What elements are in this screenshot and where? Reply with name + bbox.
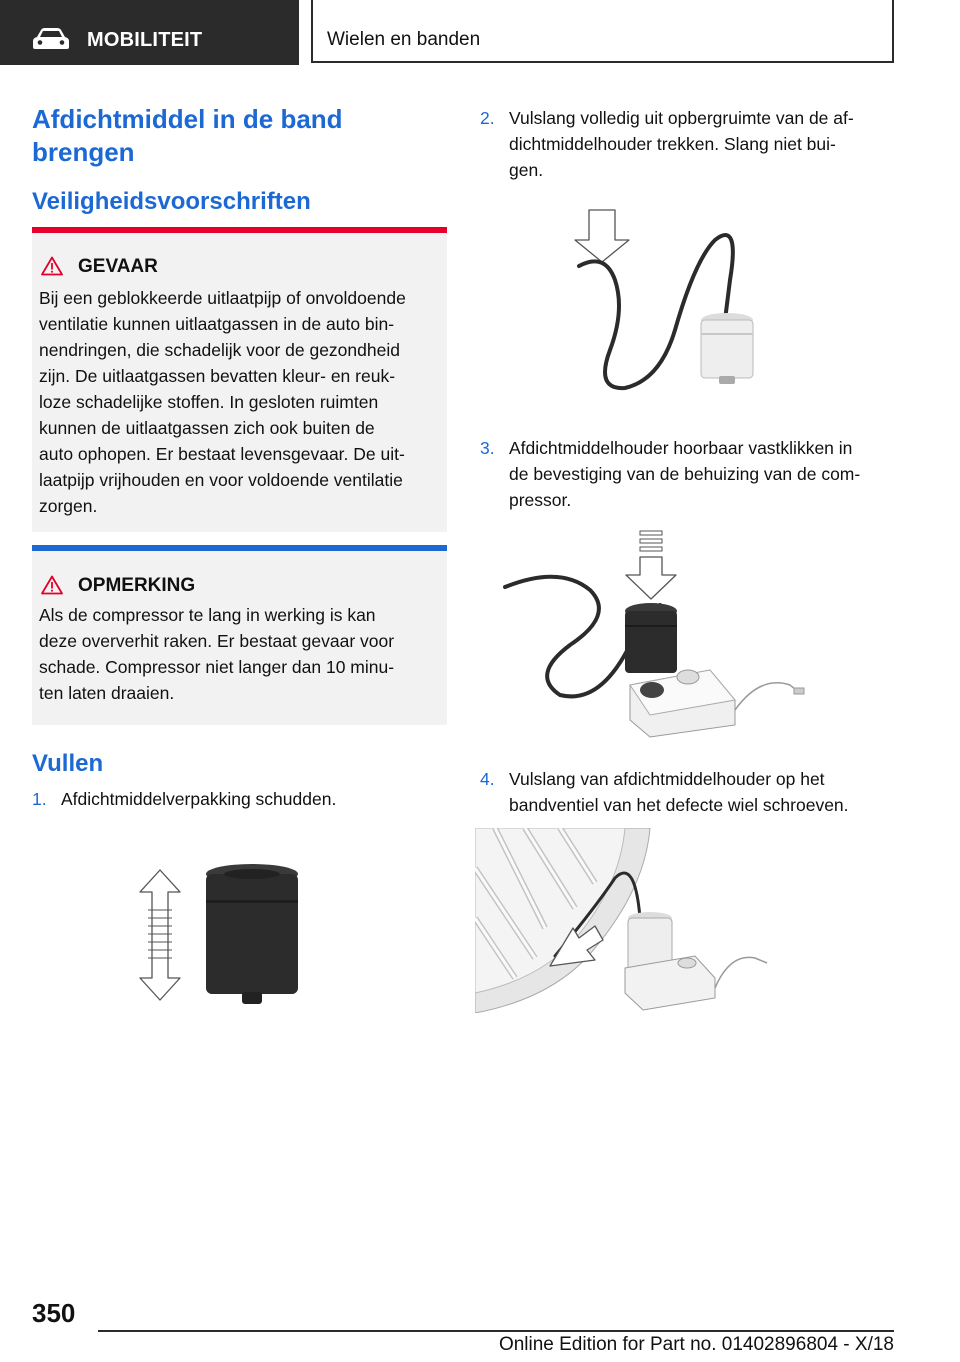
step-2 bbox=[480, 105, 895, 185]
compressor bbox=[630, 670, 804, 737]
attach-to-compressor-illustration bbox=[500, 525, 810, 740]
sealant-bottle bbox=[625, 603, 677, 673]
note-bar bbox=[32, 545, 447, 551]
down-arrow-icon bbox=[626, 531, 676, 599]
step-3 bbox=[480, 435, 895, 515]
edition-text: Online Edition for Part no. 01402896804 - X/18 bbox=[498, 1334, 894, 1355]
page-title: Afdichtmiddel in de band brengen bbox=[32, 104, 343, 167]
step-1 bbox=[32, 786, 447, 816]
step-text: Afdichtmiddelhouder hoorbaar vastklikken in de bevestiging van de behuizing van de com‐ pressor. bbox=[509, 438, 861, 510]
safety-heading: Veiligheidsvoorschriften bbox=[32, 188, 311, 215]
up-down-arrow-icon bbox=[140, 870, 180, 1000]
note-text: Als de compressor te lang in werking is kan deze oververhit raken. Er bestaat gevaar voor schade. Compressor niet langer dan 10 minu‐ ten laten draaien. bbox=[39, 605, 395, 703]
step-number: 1. bbox=[32, 789, 47, 809]
chapter-tab bbox=[311, 0, 894, 63]
step-number: 2. bbox=[480, 108, 495, 128]
section-tab bbox=[0, 0, 299, 65]
connect-to-wheel-illustration bbox=[475, 828, 775, 1013]
step-number: 4. bbox=[480, 769, 495, 789]
danger-box bbox=[32, 227, 447, 532]
fill-heading: Vullen bbox=[32, 750, 104, 777]
step-number: 3. bbox=[480, 438, 495, 458]
danger-text: Bij een geblokkeerde uitlaatpijp of onvoldoende ventilatie kunnen uitlaatgassen in de auto bin‐ nendringen, die schadelijk voor de gezondheid zijn. De uitlaatgassen bevatten kleur- en reuk‐ loze schadelijke stoffen. In gesloten ruimten kunnen de uitlaatgassen zich ook buiten de auto ophopen. Er bestaat levensgevaar. De uit‐ laatpijp vrijhouden en voor voldoende ventilatie zorgen. bbox=[39, 288, 406, 516]
warning-triangle-icon bbox=[41, 256, 63, 276]
step-4 bbox=[480, 766, 895, 821]
step-text: Vulslang van afdichtmiddelhouder op het bandventiel van het defecte wiel schroeven. bbox=[509, 769, 849, 815]
step-text: Vulslang volledig uit opbergruimte van de af‐ dichtmiddelhouder trekken. Slang niet bui‐ gen. bbox=[509, 108, 854, 180]
footer-rule bbox=[98, 1330, 894, 1332]
chapter-label: Wielen en banden bbox=[327, 29, 481, 50]
shake-bottle-illustration bbox=[130, 860, 310, 1010]
note-title: OPMERKING bbox=[78, 575, 196, 596]
warning-triangle-icon bbox=[41, 575, 63, 595]
sealant-bottle bbox=[701, 313, 753, 384]
compressor bbox=[625, 956, 767, 1010]
danger-title: GEVAAR bbox=[78, 256, 158, 277]
down-arrow-icon bbox=[575, 210, 629, 262]
section-label: MOBILITEIT bbox=[87, 29, 203, 51]
sealant-bottle bbox=[206, 864, 298, 1004]
page-number: 350 bbox=[32, 1298, 76, 1328]
car-icon bbox=[32, 27, 70, 51]
note-box bbox=[32, 545, 447, 725]
hose-pull-illustration bbox=[565, 200, 765, 400]
step-text: Afdichtmiddelverpakking schudden. bbox=[61, 789, 337, 809]
danger-bar bbox=[32, 227, 447, 233]
